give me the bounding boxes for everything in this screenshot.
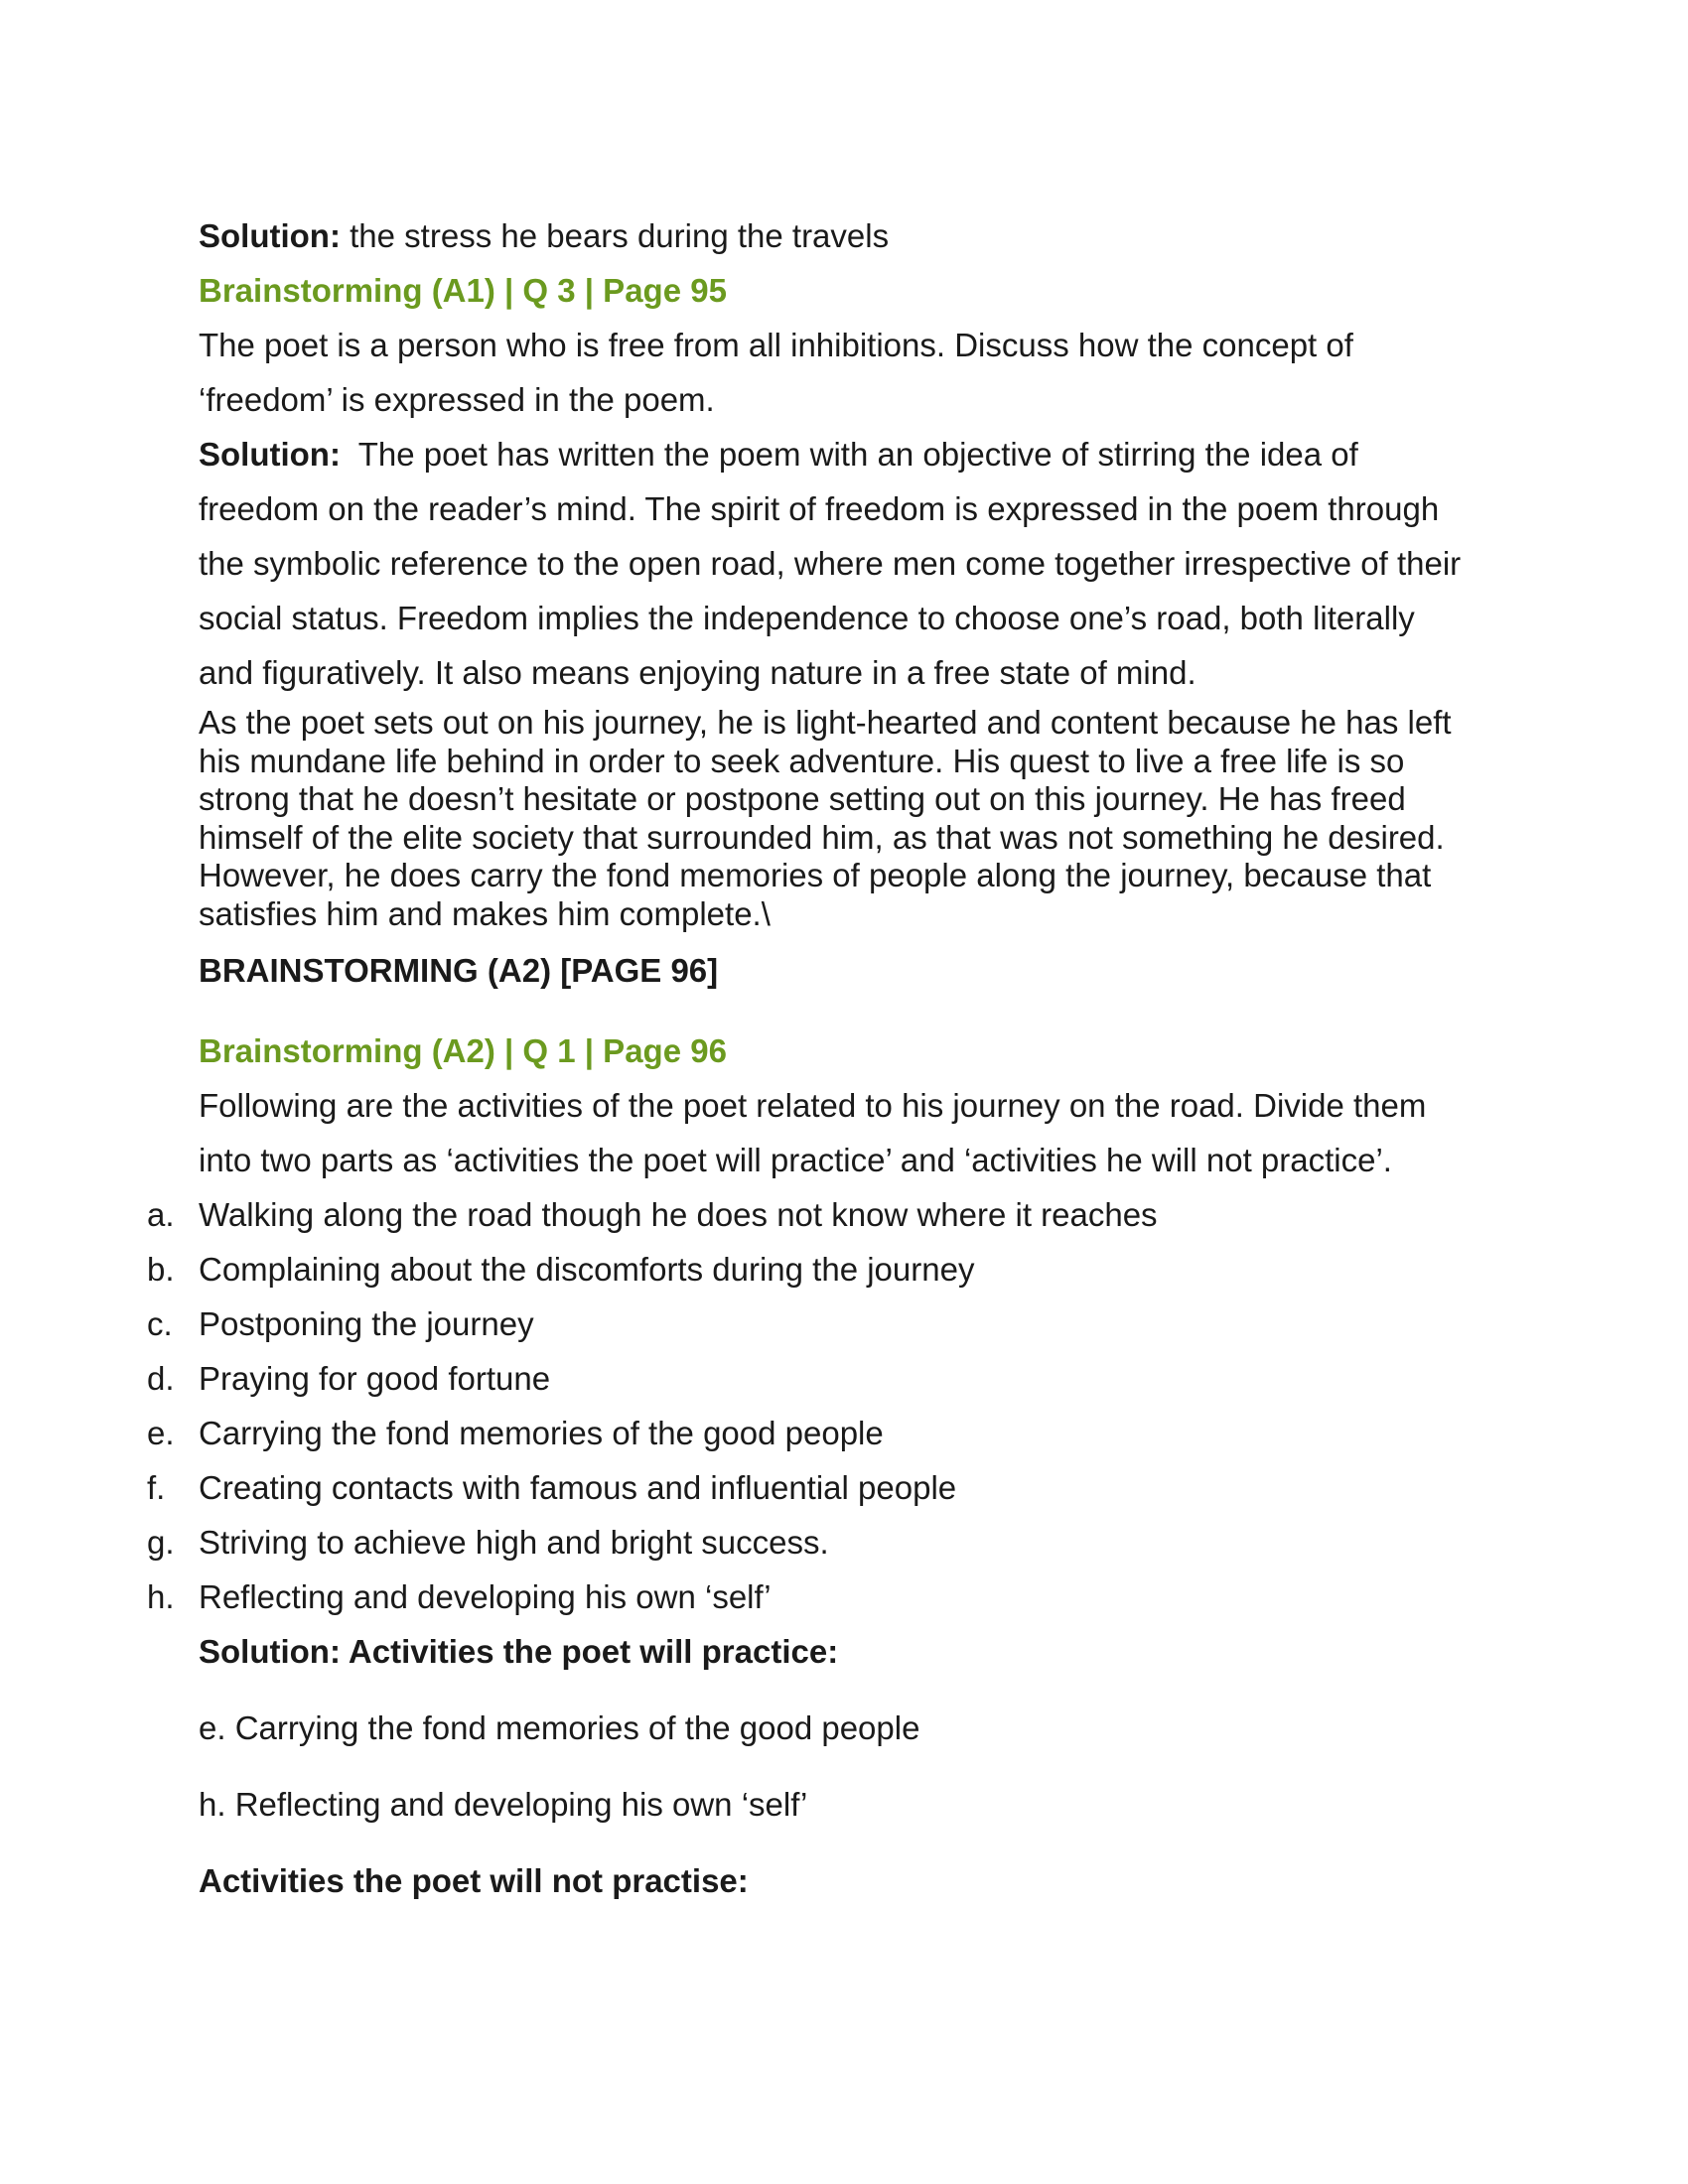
question-text-line: ‘freedom’ is expressed in the poem.: [199, 381, 715, 418]
list-marker: a.: [147, 1196, 175, 1233]
list-item-text: Striving to achieve high and bright success.: [199, 1524, 829, 1561]
options-list: [147, 1187, 1489, 1624]
top-solution: [199, 208, 1489, 263]
solution-text-line: the symbolic reference to the open road, where men come together irrespective of their: [199, 545, 1462, 582]
solution-text-line: freedom on the reader’s mind. The spirit of freedom is expressed in the poem through: [199, 490, 1440, 527]
paragraph-line: strong that he doesn’t hesitate or postpone setting out on this journey. He has freed: [199, 780, 1406, 817]
question-text-line: Following are the activities of the poet related to his journey on the road. Divide them: [199, 1087, 1427, 1124]
list-marker: f.: [147, 1469, 166, 1506]
page-content: [147, 208, 1489, 1908]
solution-text-line: [199, 427, 1489, 481]
list-item-text: Creating contacts with famous and influential people: [199, 1469, 957, 1506]
paragraph-line: However, he does carry the fond memories of people along the journey, because that: [199, 857, 1432, 893]
question-text-line: The poet is a person who is free from all inhibitions. Discuss how the concept of: [199, 327, 1353, 363]
solution-label: Solution:: [199, 436, 341, 473]
list-item-text: Reflecting and developing his own ‘self’: [199, 1578, 772, 1615]
question-text-line: into two parts as ‘activities the poet will practice’ and ‘activities he will not practice’.: [199, 1142, 1392, 1178]
paragraph-line: satisfies him and makes him complete.\: [199, 894, 771, 932]
list-item: [147, 1406, 1489, 1460]
list-marker: c.: [147, 1305, 173, 1342]
solution-text-line: and figuratively. It also means enjoying nature in a free state of mind.: [199, 654, 1196, 691]
paragraph-line: himself of the elite society that surrounded him, as that was not something he desired.: [199, 818, 1445, 856]
paragraph-line: As the poet sets out on his journey, he is light-hearted and content because he has left: [199, 704, 1452, 741]
solution-text-line: social status. Freedom implies the independence to choose one’s road, both literally: [199, 600, 1415, 636]
solution-text: The poet has written the poem with an objective of stirring the idea of: [340, 436, 1358, 473]
list-item: [147, 1515, 1489, 1570]
list-item-text: Postponing the journey: [199, 1305, 534, 1342]
list-marker: d.: [147, 1360, 175, 1397]
list-item: [147, 1570, 1489, 1624]
list-marker: b.: [147, 1251, 175, 1288]
list-marker: e.: [147, 1415, 175, 1451]
practice-item: e. Carrying the fond memories of the good people: [199, 1709, 920, 1746]
list-item-text: Walking along the road though he does not know where it reaches: [199, 1196, 1158, 1233]
not-practise-title: Activities the poet will not practise:: [199, 1862, 749, 1899]
solution-paragraph: [199, 704, 1489, 933]
list-marker: h.: [147, 1578, 175, 1615]
list-item-text: Complaining about the discomforts during the journey: [199, 1251, 975, 1288]
practice-item: h. Reflecting and developing his own ‘self’: [199, 1786, 808, 1823]
solution-label: Solution:: [199, 217, 341, 254]
section-title: BRAINSTORMING (A2) [PAGE 96]: [199, 952, 719, 989]
list-item: [147, 1187, 1489, 1242]
list-item: [147, 1351, 1489, 1406]
list-item: [147, 1242, 1489, 1297]
list-item-text: Carrying the fond memories of the good people: [199, 1415, 884, 1451]
solution-title: Solution: Activities the poet will practice:: [199, 1633, 839, 1670]
list-item: [147, 1297, 1489, 1351]
list-item-text: Praying for good fortune: [199, 1360, 551, 1397]
paragraph-line: his mundane life behind in order to seek adventure. His quest to live a free life is so: [199, 742, 1405, 779]
list-item: [147, 1460, 1489, 1515]
solution-text: the stress he bears during the travels: [340, 217, 890, 254]
question-heading-q1: Brainstorming (A2) | Q 1 | Page 96: [199, 1032, 727, 1069]
question-heading-q3: Brainstorming (A1) | Q 3 | Page 95: [199, 272, 727, 309]
list-marker: g.: [147, 1524, 175, 1561]
